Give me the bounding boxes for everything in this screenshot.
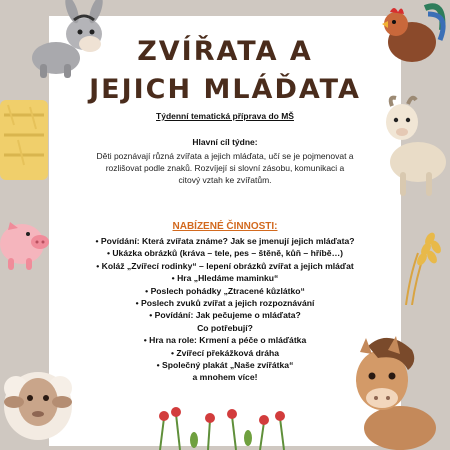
horse-illustration	[338, 332, 450, 450]
rooster-illustration	[370, 0, 450, 70]
activity-item: • Povídání: Která zvířata známe? Jak se jmenují jejich mláďata?	[95, 236, 355, 246]
wheat-illustration	[402, 225, 450, 305]
title-line-1: ZVÍŘATA A	[137, 36, 313, 67]
donkey-illustration	[18, 0, 118, 80]
activity-item: a mnohem více!	[192, 372, 258, 383]
goal-text: Děti poznávají různá zvířata a jejich mláďata, učí se je pojmenovat a rozlišovat podle znaků. Rozvíjejí si slovní zásobu, komunikaci a citový vztah ke zvířatům.	[96, 151, 354, 185]
goal-heading: Hlavní cíl týdne:	[192, 137, 258, 147]
hay-illustration	[0, 95, 52, 185]
activity-item: • Poslech zvuků zvířat a jejich rozpoznávání	[135, 298, 315, 309]
activity-item: • Zvířecí překážková dráha	[170, 347, 280, 358]
activities-heading: NABÍZENÉ ČINNOSTI:	[172, 221, 278, 232]
activity-item: • Poslech pohádky „Ztracené kůzlátko“	[145, 285, 305, 296]
flowers-illustration	[150, 400, 300, 450]
subtitle: Týdenní tematická příprava do MŠ	[156, 111, 294, 121]
activity-item: • Hra „Hledáme maminku“	[171, 273, 279, 284]
activity-item: • Koláž „Zvířecí rodinky“ – lepení obrázků zvířat a jejich mláďat	[96, 260, 354, 271]
activity-item: Co potřebují?	[197, 322, 253, 333]
activity-item: • Povídání: Jak pečujeme o mláďata?	[149, 310, 301, 321]
pig-illustration	[0, 212, 52, 272]
title-line-2: JEJICH MLÁĎATA	[89, 74, 361, 105]
goat-illustration	[378, 92, 450, 204]
activity-item: • Ukázka obrázků (kráva – tele, pes – štěně, kůň – hříbě…)	[106, 248, 344, 259]
activity-item: • Společný plakát „Naše zvířátka“	[156, 360, 294, 371]
sheep-illustration	[0, 346, 78, 450]
activity-item: • Hra na role: Krmení a péče o mláďátka	[143, 335, 307, 346]
